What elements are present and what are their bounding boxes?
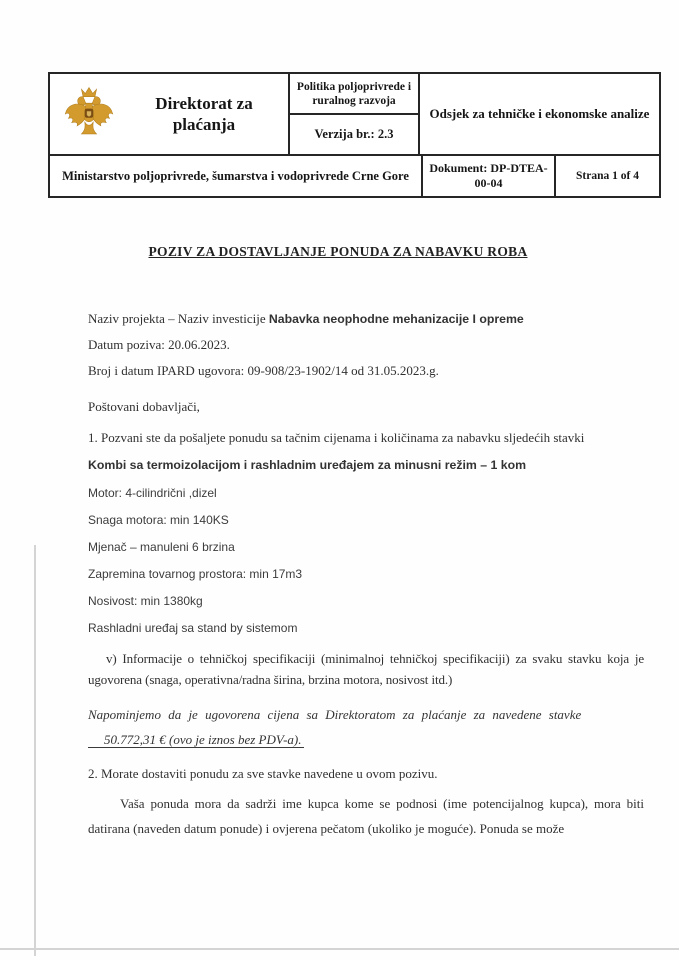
closing-paragraph: Vaša ponuda mora da sadrži ime kupca kome se podnosi (ime potencijalnog kupca), mora biti datirana (naveden datum ponude) i ovjerena pečatom (ukoliko je moguće). Ponuda se može: [88, 796, 644, 836]
product-name: Kombi sa termoizolacijom i rashladnim uređajem za minusni režim – 1 kom: [88, 458, 527, 472]
document-body: [88, 243, 644, 841]
item-1: 1. Pozvani ste da pošaljete ponudu sa tačnim cijenama i količinama za nabavku sljedećih stavki: [88, 430, 585, 445]
scan-edge-horizontal-line: [0, 948, 679, 950]
header-row-2: [50, 154, 659, 196]
price-note-amount: 50.772,31 € (ovo je iznos bez PDV-a).: [88, 732, 304, 748]
price-note-text: Napominjemo da je ugovorena cijena sa Direktoratom za plaćanje za navedene stavke: [88, 707, 582, 722]
item-2: 2. Morate dostaviti ponudu za sve stavke navedene u ovom pozivu.: [88, 766, 438, 781]
org-title: Direktorat za plaćanja: [155, 94, 253, 134]
version-label: Verzija br.: 2.3: [314, 127, 394, 141]
spec-capacity: Nosivost: min 1380kg: [88, 594, 203, 608]
project-value: Nabavka neophodne mehanizacije I opreme: [268, 312, 524, 326]
policy-label: Politika poljoprivrede i ruralnog razvoja: [290, 74, 418, 115]
price-note: [88, 702, 644, 752]
department-cell: Odsjek za tehničke i ekonomske analize: [429, 106, 650, 121]
spec-power: Snaga motora: min 140KS: [88, 513, 229, 527]
page-number-cell: Strana 1 of 4: [576, 170, 639, 182]
spec-volume: Zapremina tovarnog prostora: min 17m3: [88, 567, 303, 581]
document-header-table: [48, 72, 661, 198]
ministry-cell: Ministarstvo poljoprivrede, šumarstva i vodoprivrede Crne Gore: [62, 169, 409, 183]
scan-edge-vertical-line: [34, 545, 36, 956]
spec-gearbox: Mjenač – manuleni 6 brzina: [88, 540, 235, 554]
org-cell: [50, 74, 288, 154]
clause-v: v) Informacije o tehničkoj specifikaciji (minimalnoj tehničkoj specifikaciji) za svaku stavku koja je ugovorena (snaga, operativna/radna širina, brzina motora, nosivost itd.): [88, 651, 644, 687]
spec-cooling: Rashladni uređaj sa stand by sistemom: [88, 621, 298, 635]
project-line: [88, 306, 644, 332]
call-date-line: Datum poziva: 20.06.2023.: [88, 337, 230, 352]
spec-list: [88, 486, 644, 635]
project-label: Naziv projekta – Naziv investicije: [88, 311, 266, 326]
header-row-1: [50, 74, 659, 154]
contract-line: Broj i datum IPARD ugovora: 09-908/23-1902/14 od 31.05.2023.g.: [88, 363, 439, 378]
policy-version-cell: [288, 74, 420, 154]
montenegro-coat-of-arms-icon: [58, 83, 120, 145]
salutation: Poštovani dobavljači,: [88, 399, 200, 414]
document-title: POZIV ZA DOSTAVLJANJE PONUDA ZA NABAVKU ROBA: [148, 244, 528, 259]
spec-motor: Motor: 4-cilindrični ,dizel: [88, 486, 217, 500]
document-number-cell: Dokument: DP-DTEA-00-04: [421, 156, 556, 196]
